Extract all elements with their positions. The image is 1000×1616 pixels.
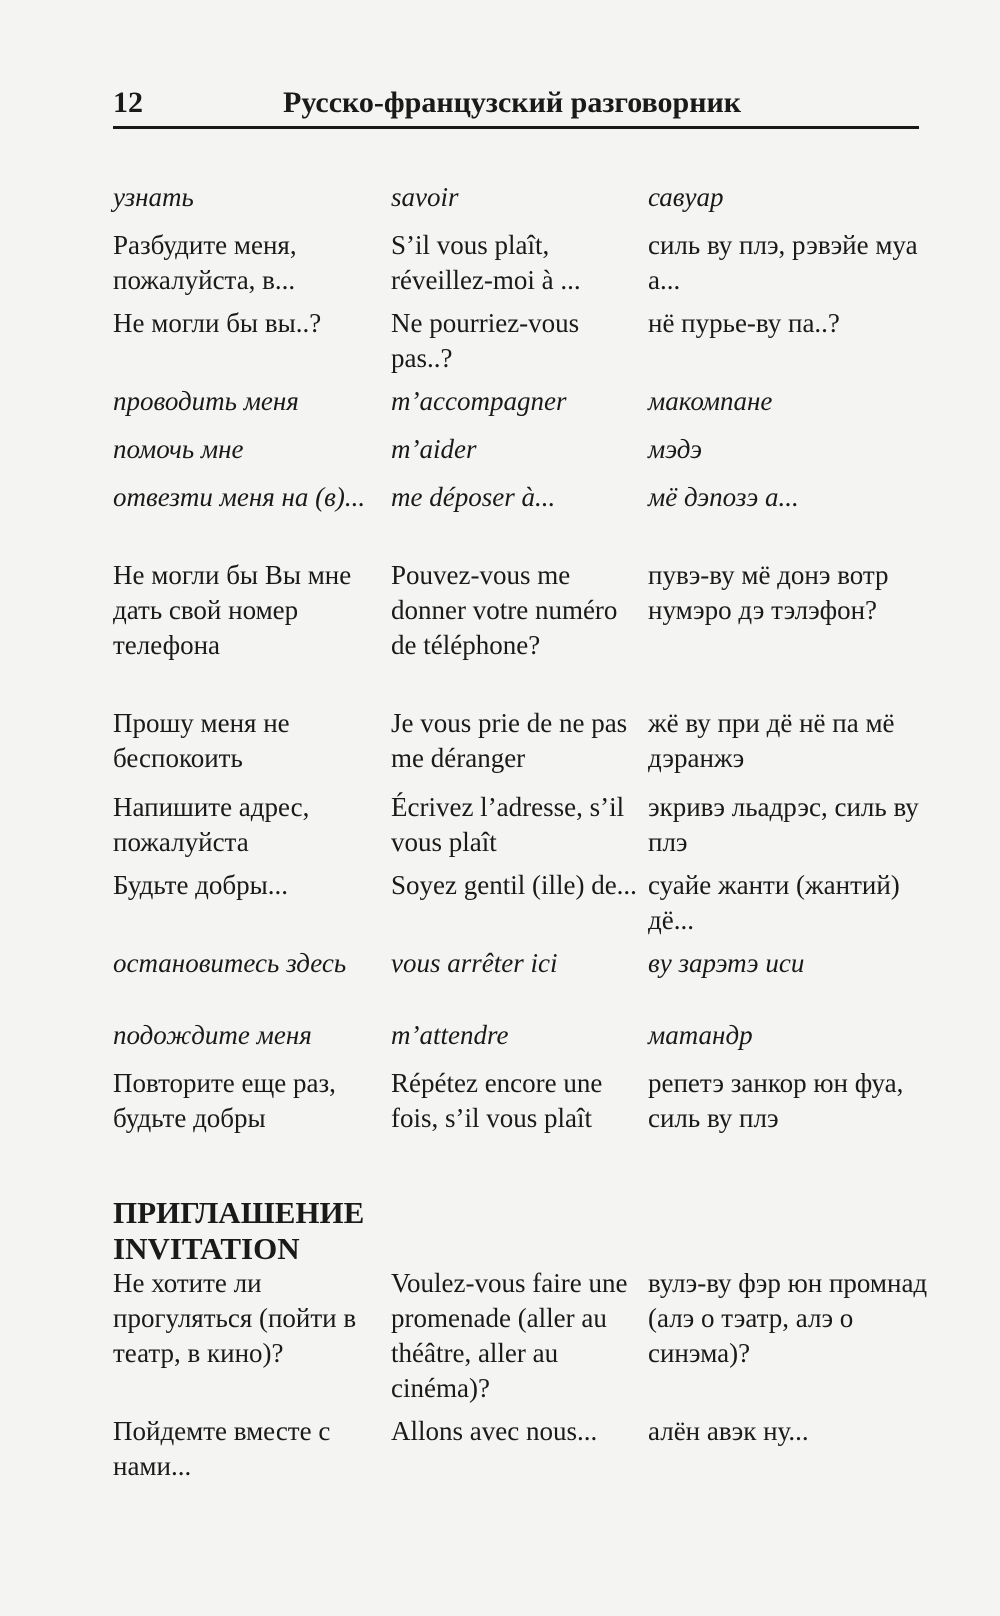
transcription: алён авэк ну... xyxy=(648,1416,809,1446)
transcription: вулэ-ву фэр юн промнад (алэ о тэатр, алэ о синэма)? xyxy=(648,1268,928,1368)
transcription: жё ву при дё нё па мё дэранжэ xyxy=(648,708,895,773)
russian-phrase: Повторите еще раз, будьте добры xyxy=(113,1068,336,1133)
russian-phrase: Не могли бы вы..? xyxy=(113,308,322,338)
french-phrase: Répétez encore une fois, s’il vous plaît xyxy=(391,1068,603,1133)
russian-phrase: Не могли бы Вы мне дать свой номер телефона xyxy=(113,560,352,660)
french-phrase: Soyez gentil (ille) de... xyxy=(391,870,637,900)
transcription: репетэ занкор юн фуа, силь ву плэ xyxy=(648,1068,904,1133)
french-phrase: Allons avec nous... xyxy=(391,1416,598,1446)
french-phrase: vous arrêter ici xyxy=(391,948,558,978)
french-phrase: Ne pourriez-vous pas..? xyxy=(391,308,580,373)
section-heading xyxy=(113,1195,613,1267)
french-phrase: m’aider xyxy=(391,434,477,464)
russian-phrase: отвезти меня на (в)... xyxy=(113,482,366,512)
french-phrase: Pouvez-vous me donner votre numéro de téléphone? xyxy=(391,560,618,660)
transcription: суайе жанти (жантий) дё... xyxy=(648,870,900,935)
french-phrase: savoir xyxy=(391,182,459,212)
french-phrase: m’attendre xyxy=(391,1020,509,1050)
transcription: мё дэпозэ а... xyxy=(648,482,799,512)
transcription: силь ву плэ, рэвэйе муа а... xyxy=(648,230,918,295)
russian-phrase: помочь мне xyxy=(113,434,244,464)
transcription: нё пурье-ву па..? xyxy=(648,308,840,338)
section-title-french: INVITATION xyxy=(113,1231,300,1266)
russian-phrase: проводить меня xyxy=(113,386,299,416)
transcription: савуар xyxy=(648,182,724,212)
russian-phrase: узнать xyxy=(113,182,194,212)
transcription: макомпане xyxy=(648,386,773,416)
french-phrase: Voulez-vous faire une promenade (aller au théâtre, aller au cinéma)? xyxy=(391,1268,628,1403)
transcription: мэдэ xyxy=(648,434,702,464)
russian-phrase: Разбудите меня, пожалуйста, в... xyxy=(113,230,297,295)
french-phrase: m’accompagner xyxy=(391,386,567,416)
page-number: 12 xyxy=(113,86,143,119)
russian-phrase: Пойдемте вместе с нами... xyxy=(113,1416,331,1481)
transcription: экривэ льадрэс, силь ву плэ xyxy=(648,792,919,857)
section-title-russian: ПРИГЛАШЕНИЕ xyxy=(113,1195,365,1230)
russian-phrase: остановитесь здесь xyxy=(113,948,347,978)
french-phrase: Je vous prie de ne pas me déranger xyxy=(391,708,628,773)
russian-phrase: подождите меня xyxy=(113,1020,312,1050)
french-phrase: Écrivez l’adresse, s’il vous plaît xyxy=(391,792,625,857)
transcription: матандр xyxy=(648,1020,753,1050)
russian-phrase: Будьте добры... xyxy=(113,870,289,900)
french-phrase: me déposer à... xyxy=(391,482,556,512)
russian-phrase: Напишите адрес, пожалуйста xyxy=(113,792,310,857)
running-title: Русско-французский разговорник xyxy=(283,86,742,119)
page-header xyxy=(113,82,919,129)
russian-phrase: Прошу меня не беспокоить xyxy=(113,708,290,773)
transcription: пувэ-ву мё донэ вотр нумэро дэ тэлэфон? xyxy=(648,560,889,625)
russian-phrase: Не хотите ли прогуляться (пойти в театр, в кино)? xyxy=(113,1268,357,1368)
transcription: ву зарэтэ иси xyxy=(648,948,805,978)
french-phrase: S’il vous plaît, réveillez-moi à ... xyxy=(391,230,581,295)
